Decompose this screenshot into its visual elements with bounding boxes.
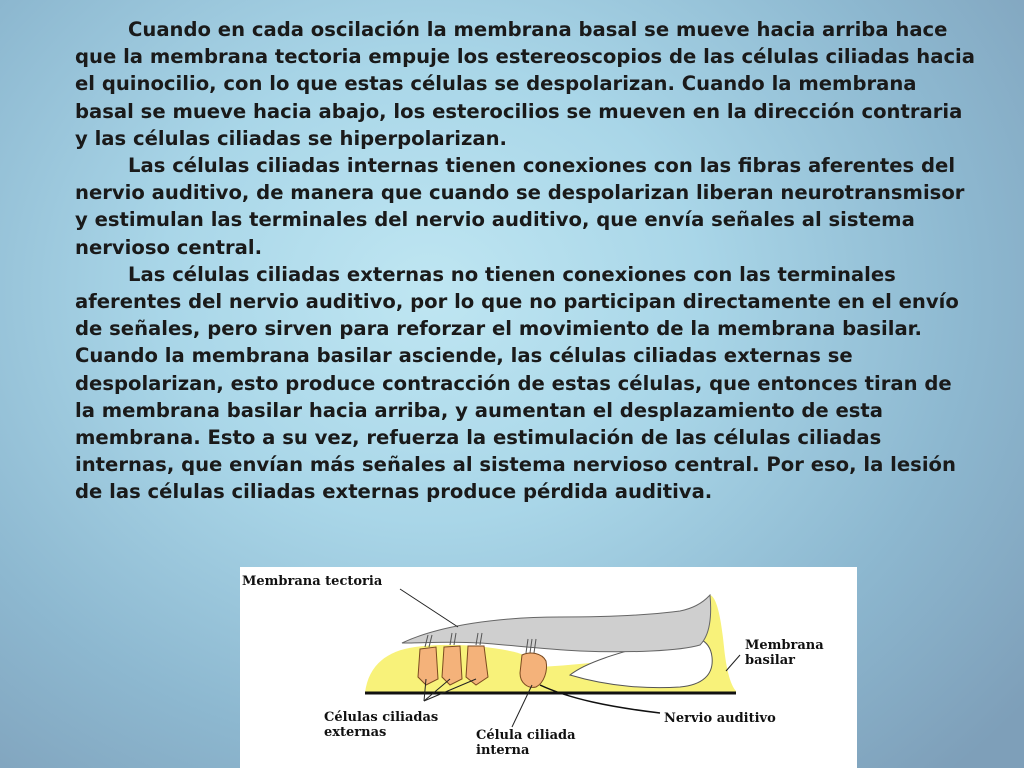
outer-hair-cell-3 — [466, 646, 488, 685]
label-celulas-externas-1: Células ciliadas — [324, 710, 439, 725]
label-membrana-tectoria: Membrana tectoria — [242, 574, 383, 589]
label-celula-interna-1: Célula ciliada — [476, 728, 576, 743]
organ-of-corti-diagram — [240, 567, 857, 768]
label-nervio-auditivo: Nervio auditivo — [664, 711, 776, 726]
tectorial-membrane — [402, 595, 711, 652]
label-celulas-externas-2: externas — [324, 725, 387, 740]
label-membrana-basilar-2: basilar — [745, 653, 795, 668]
outer-hair-cell-2 — [442, 646, 462, 685]
diagram-svg — [240, 567, 857, 768]
label-celula-interna-2: interna — [476, 743, 530, 758]
paragraph-3: Las células ciliadas externas no tienen conexiones con las terminales aferentes del nervio auditivo, por lo que no participan directamente en el envío de señales, pero sirven para reforzar el movimiento de la membrana basilar. Cuando la membrana basilar asciende, las células ciliadas externas se despolarizan, esto produce contracción de estas células, que entonces tiran de la membrana basilar hacia arriba, y aumentan el desplazamiento de esta membrana. Esto a su vez, refuerza la estimulación de las células ciliadas internas, que envían más señales al sistema nervioso central. Por eso, la lesión de las células ciliadas externas produce pérdida auditiva. — [75, 262, 959, 504]
paragraph-2: Las células ciliadas internas tienen conexiones con las fibras aferentes del nervio auditivo, de manera que cuando se despolarizan liberan neurotransmisor y estimulan las terminales del nervio auditivo, que envía señales al sistema nervioso central. — [75, 154, 965, 259]
label-membrana-basilar-1: Membrana — [745, 638, 824, 653]
paragraph-1: Cuando en cada oscilación la membrana basal se mueve hacia arriba hace que la membrana tectoria empuje los estereoscopios de las células ciliadas hacia el quinocilio, con lo que estas células se despolarizan. Cuando la membrana basal se mueve hacia abajo, los esterocilios se mueven en la dirección contraria y las células ciliadas se hiperpolarizan. — [75, 18, 975, 150]
outer-hair-cell-1 — [418, 647, 438, 685]
slide-body-text — [75, 16, 975, 506]
